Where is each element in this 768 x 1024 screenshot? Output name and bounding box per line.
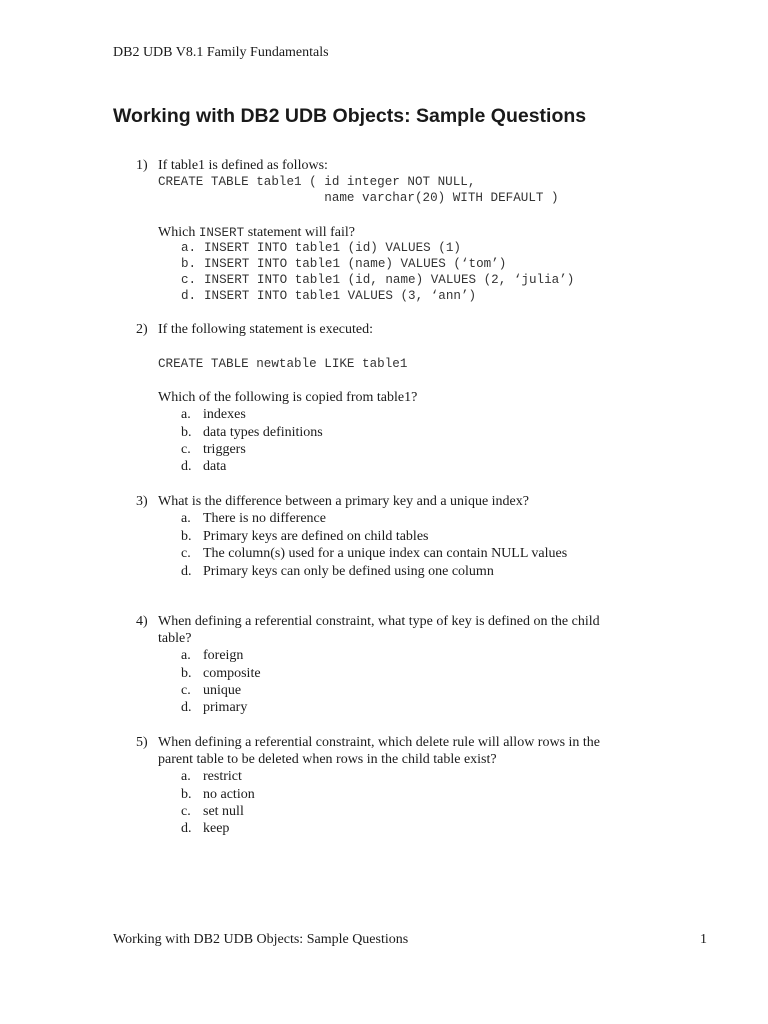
question-1-option-letter: b. [181, 257, 197, 271]
question-4-option-c: unique [203, 683, 242, 698]
question-4-number: 4) [136, 614, 148, 629]
question-3-option-c: The column(s) used for a unique index can contain NULL values [203, 546, 568, 561]
question-3-option-d: Primary keys can only be defined using one column [203, 564, 494, 579]
question-1-option-letter: c. [181, 273, 197, 287]
question-1-option-letter: a. [181, 241, 197, 255]
question-2-text: If the following statement is executed: [158, 322, 373, 337]
question-5-option-c: set null [203, 804, 244, 819]
question-5-option-d: keep [203, 821, 230, 836]
question-3-text: What is the difference between a primary key and a unique index? [158, 494, 529, 509]
question-2-option-b: data types definitions [203, 425, 323, 440]
question-3-number: 3) [136, 494, 148, 509]
question-3-option-letter: b. [181, 529, 192, 544]
question-2-option-d: data [203, 459, 227, 474]
question-4-text-line-2: table? [158, 631, 192, 646]
question-3-option-letter: c. [181, 546, 191, 561]
question-1-text: If table1 is defined as follows: [158, 158, 328, 173]
question-4-option-letter: b. [181, 666, 192, 681]
question-5-option-letter: c. [181, 804, 191, 819]
prompt-inline-code: INSERT [198, 226, 245, 240]
question-1-option-a: INSERT INTO table1 (id) VALUES (1) [204, 241, 461, 255]
question-1-option-d: INSERT INTO table1 VALUES (3, ‘ann’) [204, 289, 477, 303]
question-4-option-b: composite [203, 666, 261, 681]
question-4-option-letter: a. [181, 648, 191, 663]
question-4-option-letter: d. [181, 700, 192, 715]
prompt-text: Which [158, 225, 199, 240]
question-2-prompt: Which of the following is copied from table1? [158, 390, 418, 405]
question-5-option-letter: d. [181, 821, 192, 836]
question-5-option-letter: b. [181, 787, 192, 802]
question-2-option-a: indexes [203, 407, 246, 422]
question-3-option-b: Primary keys are defined on child tables [203, 529, 429, 544]
question-2-option-letter: d. [181, 459, 192, 474]
question-5-text-line-2: parent table to be deleted when rows in the child table exist? [158, 752, 497, 767]
question-3-option-a: There is no difference [203, 511, 326, 526]
question-3-option-letter: a. [181, 511, 191, 526]
running-footer: Working with DB2 UDB Objects: Sample Questions [113, 932, 409, 947]
running-header: DB2 UDB V8.1 Family Fundamentals [113, 45, 329, 60]
question-3-option-letter: d. [181, 564, 192, 579]
question-1-code-line-1: CREATE TABLE table1 ( id integer NOT NULL, [158, 175, 476, 189]
question-1-number: 1) [136, 158, 148, 173]
question-2-number: 2) [136, 322, 148, 337]
question-5-option-b: no action [203, 787, 255, 802]
question-5-number: 5) [136, 735, 148, 750]
question-5-option-a: restrict [203, 769, 242, 784]
question-4-option-a: foreign [203, 648, 244, 663]
question-1-option-b: INSERT INTO table1 (name) VALUES (‘tom’) [204, 257, 507, 271]
question-2-option-letter: a. [181, 407, 191, 422]
page-title: Working with DB2 UDB Objects: Sample Questions [113, 105, 587, 127]
page-number: 1 [700, 932, 707, 947]
question-2-option-letter: b. [181, 425, 192, 440]
question-5-text-line-1: When defining a referential constraint, which delete rule will allow rows in the [158, 735, 601, 750]
question-2-option-letter: c. [181, 442, 191, 457]
question-1-prompt [158, 224, 355, 241]
question-4-text-line-1: When defining a referential constraint, what type of key is defined on the child [158, 614, 600, 629]
question-2-option-c: triggers [203, 442, 246, 457]
question-2-code: CREATE TABLE newtable LIKE table1 [158, 357, 408, 371]
question-1-code-line-2: name varchar(20) WITH DEFAULT ) [158, 191, 559, 205]
question-4-option-letter: c. [181, 683, 191, 698]
prompt-text: statement will fail? [244, 225, 355, 240]
question-1-option-c: INSERT INTO table1 (id, name) VALUES (2, ‘julia’) [204, 273, 575, 287]
question-4-option-d: primary [203, 700, 248, 715]
question-5-option-letter: a. [181, 769, 191, 784]
question-1-option-letter: d. [181, 289, 197, 303]
